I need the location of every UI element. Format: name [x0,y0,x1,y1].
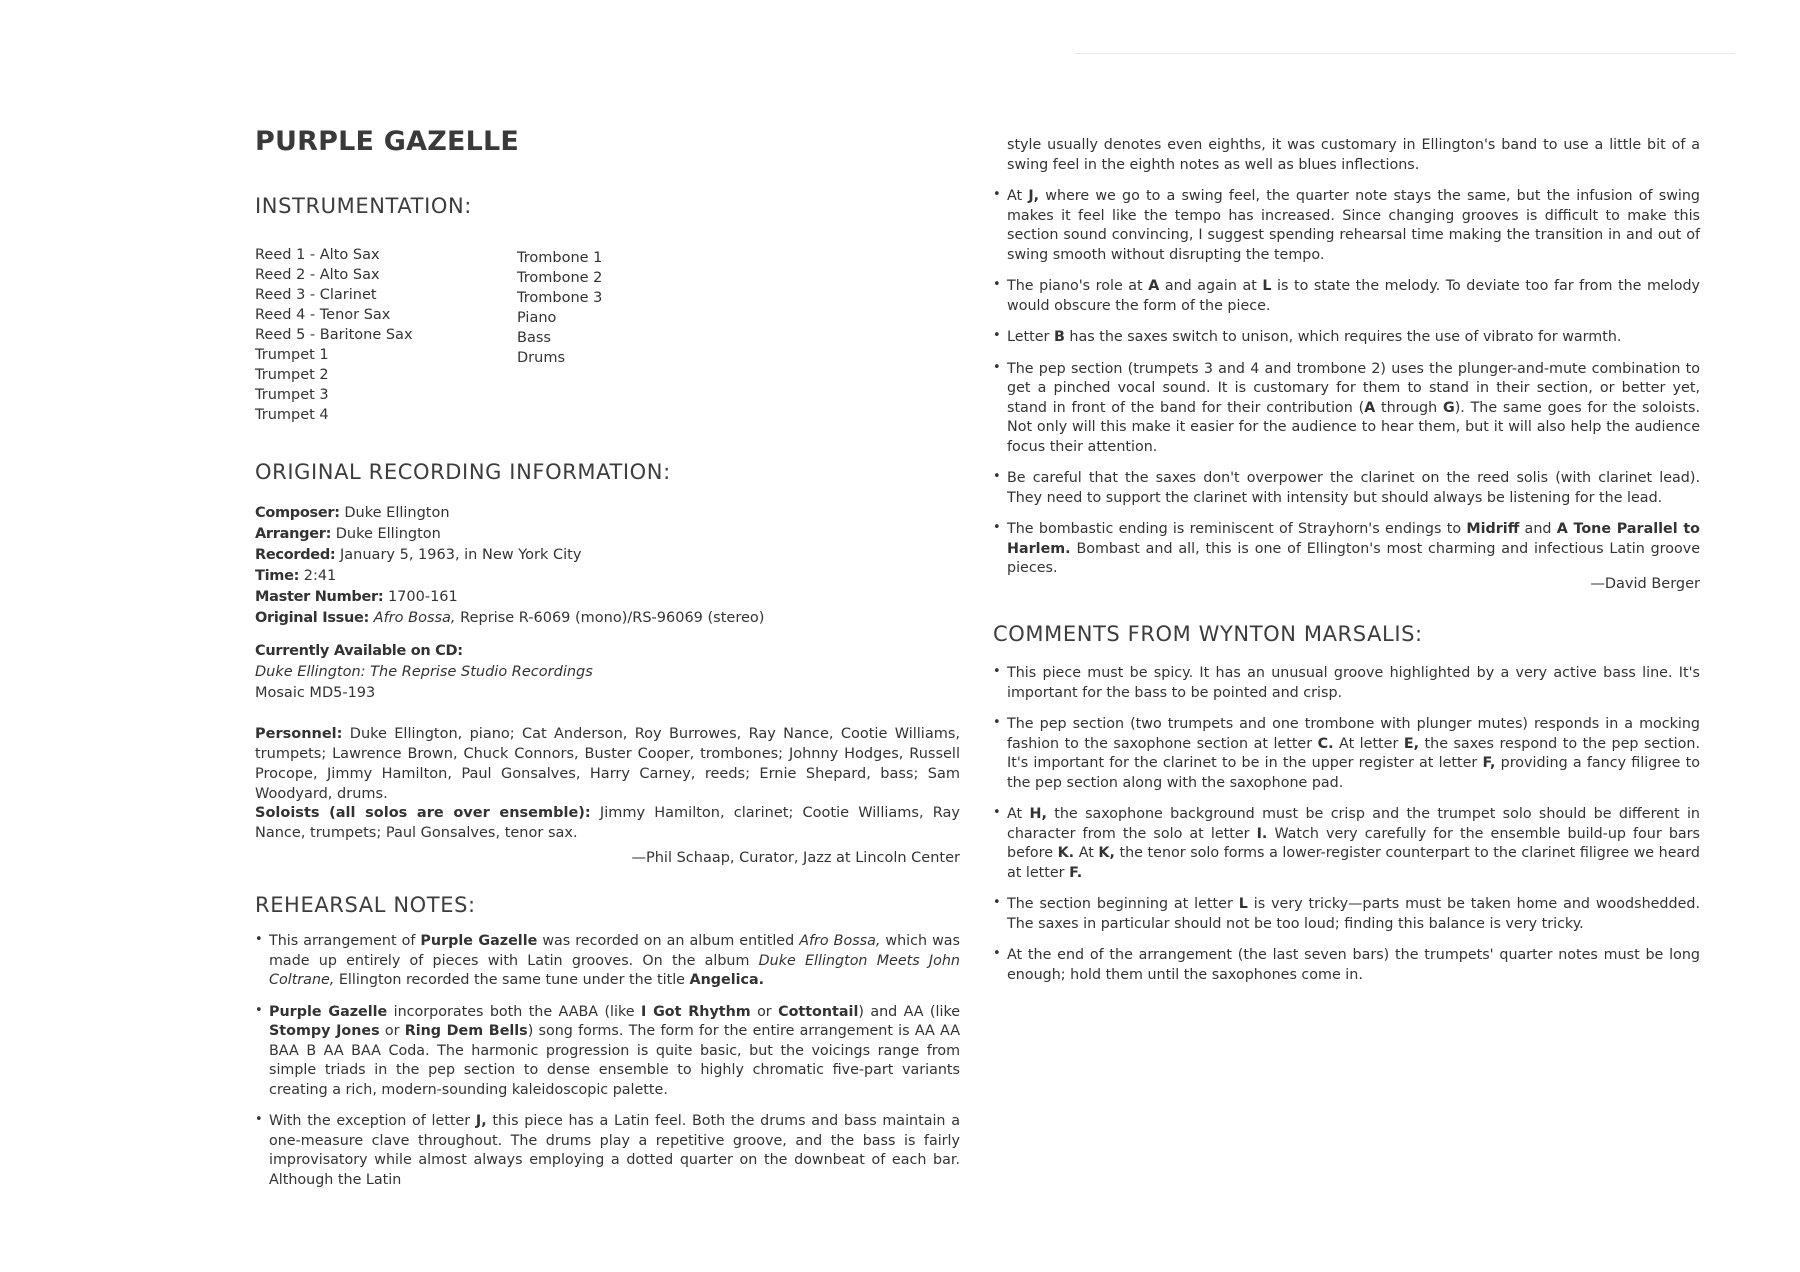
marsalis-comment-5: • At the end of the arrangement (the last seven bars) the trumpets' quarter notes must be long enough; hold them until the saxophones come in. [993,946,1700,985]
instrument-item: Reed 2 - Alto Sax [255,267,380,283]
arranger-line: Arranger: Duke Ellington [255,526,441,542]
marsalis-comments-list [993,664,1700,997]
rehearsal-note-4: • At J, where we go to a swing feel, the quarter note stays the same, but the infusion of swing makes it feel like the tempo has increased. Since changing grooves is difficult to make this section sound convincing, I suggest spending rehearsal time making the transition in and out of swing smooth without disrupting the tempo. [993,187,1700,265]
instrumentation-heading: INSTRUMENTATION: [255,194,472,218]
soloists-paragraph: Soloists (all solos are over ensemble): Jimmy Hamilton, clarinet; Cootie Williams, Ray Nance, trumpets; Paul Gonsalves, tenor sax. [255,805,960,841]
instrument-item: Reed 5 - Baritone Sax [255,327,413,343]
personnel-paragraph: Personnel: Duke Ellington, piano; Cat Anderson, Roy Burrowes, Ray Nance, Cootie Williams, trumpets; Lawrence Brown, Chuck Connors, Buster Cooper, trombones; Johnny Hodges, Russell Procope, Jimmy Hamilton, Paul Gonsalves, Harry Carney, reeds; Ernie Shepard, bass; Sam Woodyard, drums. [255,726,960,802]
instrument-item: Reed 3 - Clarinet [255,287,377,303]
piece-title: PURPLE GAZELLE [255,126,520,157]
berger-credit: —David Berger [1590,576,1700,592]
instrument-item: Trumpet 4 [255,407,329,423]
instrument-item: Reed 4 - Tenor Sax [255,307,391,323]
rehearsal-notes-list-right [993,136,1700,591]
rehearsal-note-2: • Purple Gazelle incorporates both the AABA (like I Got Rhythm or Cottontail) and AA (like Stompy Jones or Ring Dem Bells) song forms. The form for the entire arrangement is AA AA BAA B AA BAA Coda. The harmonic progression is quite basic, but the voicings range from simple triads in the pep section to dense ensemble to highly chromatic five-part variants creating a rich, modern-sounding kaleidoscopic palette. [255,1003,960,1101]
cd-title: Duke Ellington: The Reprise Studio Recordings [255,664,593,680]
instrument-item: Trumpet 2 [255,367,329,383]
marsalis-comment-3: • At H, the saxophone background must be crisp and the trumpet solo should be different in character from the solo at letter I. Watch very carefully for the ensemble build-up four bars before K. At K, the tenor solo forms a lower-register counterpart to the clarinet filigree we heard at letter F. [993,805,1700,883]
rehearsal-note-3: • With the exception of letter J, this piece has a Latin feel. Both the drums and bass maintain a one-measure clave throughout. The drums play a repetitive groove, and the bass is fairly improvisatory while almost always employing a dotted quarter on the downbeat of each bar. Although the Latin [255,1112,960,1190]
rehearsal-note-8: • Be careful that the saxes don't overpower the clarinet on the reed solis (with clarinet lead). They need to support the clarinet with intensity but should always be listening for the lead. [993,469,1700,508]
time-line: Time: 2:41 [255,568,337,584]
instrument-item: Reed 1 - Alto Sax [255,247,380,263]
marsalis-comment-1: • This piece must be spicy. It has an unusual groove highlighted by a very active bass line. It's important for the bass to be pointed and crisp. [993,664,1700,703]
instrument-item: Trombone 3 [517,290,603,306]
original-issue-line: Original Issue: Afro Bossa, Reprise R-6069 (mono)/RS-96069 (stereo) [255,610,765,626]
recording-details [255,503,960,629]
recorded-line: Recorded: January 5, 1963, in New York City [255,547,582,563]
instrumentation-list-reeds-trumpets [255,245,413,425]
master-number-line: Master Number: 1700-161 [255,589,458,605]
rehearsal-note-6: • Letter B has the saxes switch to unison, which requires the use of vibrato for warmth. [993,328,1700,348]
rehearsal-heading: REHEARSAL NOTES: [255,893,476,917]
rehearsal-note-7: • The pep section (trumpets 3 and 4 and trombone 2) uses the plunger-and-mute combination to get a pinched vocal sound. It is customary for them to stand in their section, or better yet, stand in front of the band for their contribution (A through G). The same goes for the soloists. Not only will this make it easier for the audience to hear them, but it will also help the audience focus their attention. [993,360,1700,458]
marsalis-comment-4: • The section beginning at letter L is very tricky—parts must be taken home and woodshedded. The saxes in particular should not be too loud; finding this balance is very tricky. [993,895,1700,934]
cd-availability [255,641,960,704]
cd-label: Currently Available on CD: [255,643,463,659]
scan-edge-line [1075,53,1735,54]
cd-catalog: Mosaic MD5-193 [255,685,376,701]
rehearsal-note-9: • The bombastic ending is reminiscent of Strayhorn's endings to Midriff and A Tone Parallel to Harlem. Bombast and all, this is one of Ellington's most charming and infectious Latin groove pieces. [993,520,1700,579]
instrument-item: Bass [517,330,551,346]
recording-heading: ORIGINAL RECORDING INFORMATION: [255,460,671,484]
marsalis-comment-2: • The pep section (two trumpets and one trombone with plunger mutes) responds in a mocking fashion to the saxophone section at letter C. At letter E, the saxes respond to the pep section. It's important for the clarinet to be in the upper register at letter F, providing a fancy filigree to the pep section along with the saxophone pad. [993,715,1700,793]
instrument-item: Trombone 2 [517,270,603,286]
schaap-credit: —Phil Schaap, Curator, Jazz at Lincoln Center [631,850,960,866]
instrument-item: Piano [517,310,557,326]
rehearsal-note-3-continued: style usually denotes even eighths, it was customary in Ellington's band to use a little bit of a swing feel in the eighth notes as well as blues inflections. [1007,137,1700,173]
rehearsal-note-5: • The piano's role at A and again at L is to state the melody. To deviate too far from the melody would obscure the form of the piece. [993,277,1700,316]
instrument-item: Drums [517,350,565,366]
rehearsal-note-1: • This arrangement of Purple Gazelle was recorded on an album entitled Afro Bossa, which was made up entirely of pieces with Latin grooves. On the album Duke Ellington Meets John Coltrane, Ellington recorded the same tune under the title Angelica. [255,932,960,991]
instrument-item: Trumpet 3 [255,387,329,403]
rehearsal-notes-list-left [255,932,960,1202]
instrumentation-list-rhythm-trombones [517,248,602,368]
instrument-item: Trumpet 1 [255,347,329,363]
marsalis-heading: COMMENTS FROM WYNTON MARSALIS: [993,622,1423,646]
composer-line: Composer: Duke Ellington [255,505,450,521]
instrument-item: Trombone 1 [517,250,603,266]
